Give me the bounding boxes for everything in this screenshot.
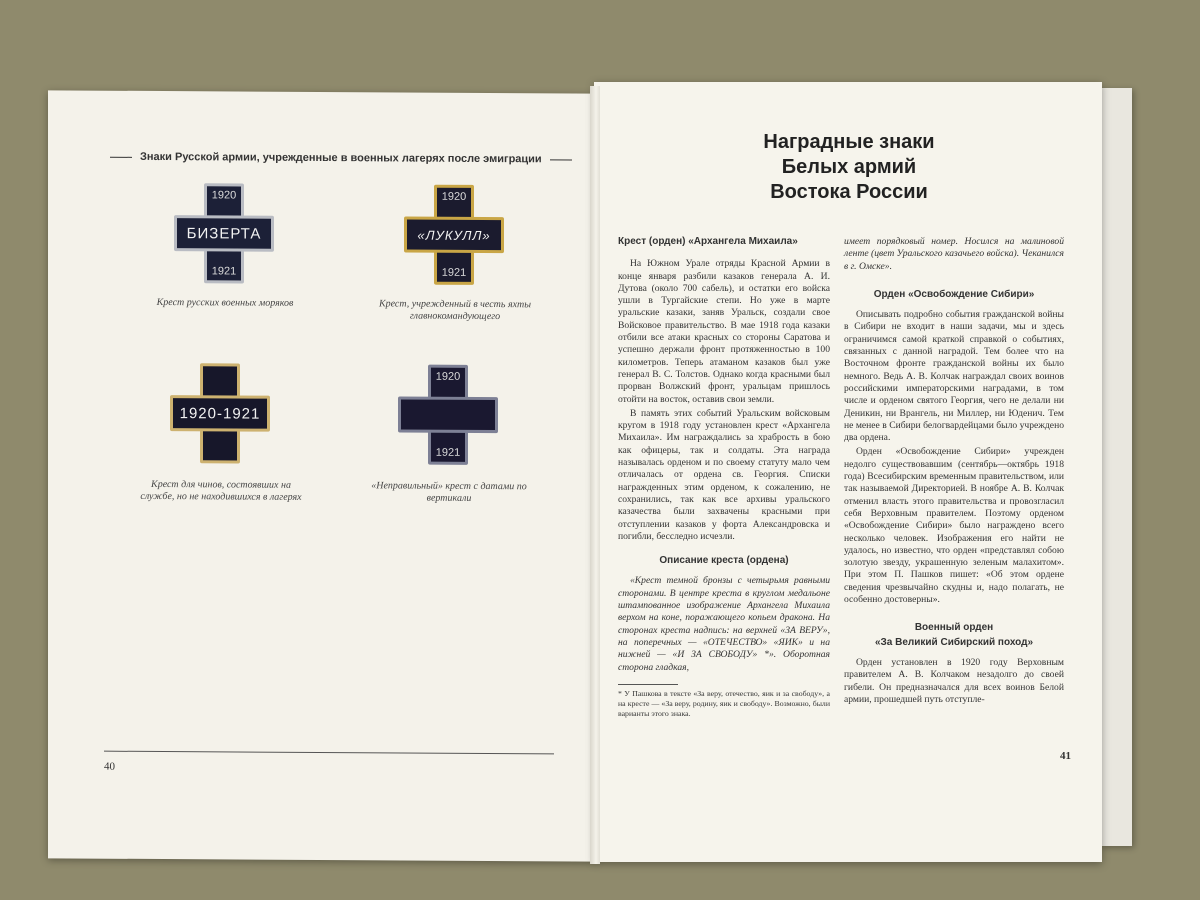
badge-year-bottom: 1921 [211, 265, 237, 278]
paragraph: «Крест темной бронзы с четырьмя равными сторонами. В центре креста в круглом медальоне штампованное изображение Архангела Михаила верхом на коне, поражающего копьем дракона. На сторонах креста надпись: на верхней «ЗА ВЕРУ», на поперечных — «ОТЕЧЕСТВО» «ЯИК» и на нижней — «И ЗА СВОБОДУ» *». Оборотная сторона гладкая, [618, 575, 830, 673]
header-text: Знаки Русской армии, учрежденные в военных лагерях после эмиграции [140, 150, 542, 166]
badge-caption: Крест, учрежденный в честь яхты главнокомандующего [378, 298, 532, 323]
footnote: * У Пашкова в тексте «За веру, отечество, яик и за свободу», а на кресте — «За веру, родину, яик и свободу». Возможно, были варианты этого знака. [618, 688, 830, 718]
badge-caption: Крест для чинов, состоявших на службе, но не находившихся в лагерях [140, 478, 302, 503]
badge-plate-text: 1920-1921 [179, 404, 261, 423]
section-heading: Орден «Освобождение Сибири» [873, 288, 1035, 300]
badge-year-bottom: 1921 [435, 446, 461, 459]
title-line: Наградные знаки [763, 131, 935, 153]
left-page [48, 90, 596, 861]
subsection-heading: Описание креста (ордена) [659, 555, 789, 567]
header-dash-right [550, 159, 572, 160]
paragraph: Описывать подробно события гражданской войны в Сибири не входит в наши задачи, мы и здесь ограничимся самой краткой справкой о событиях, связанных с данной наградой. Тем более что на Восточном фронте гражданской войны их было немного. Ведь А. В. Колчак награждал своих воинов российскими императорскими наградами, в том числе и орденом святого Георгия, чего не делали ни Деникин, ни Врангель, ни Миллер, ни Юденич. Тем не менее в Сибири белогвардейцами было учреждено два ордена. [844, 309, 1064, 444]
title-line: Белых армий [781, 156, 917, 178]
section-heading: Военный орден [914, 622, 994, 634]
paragraph: На Южном Урале отряды Красной Армии в конце января разбили казаков генерала А. И. Дутова (около 700 сабель), и остатки его войска ушли в Тургайские степи. Но уже в марте уральские казаки, заняв Уральск, создали свое Войсковое правительство. В мае 1918 года казаки отбили все атаки красных со стороны Саратова и успешно держали фронт протяженностью в 100 километров. Теперь атаманом казаков был уже генерал В. С. Толстов. Однако когда красными был прорван Волжский фронт, уральцам пришлось отойти на восток, оставив свои земли. [618, 258, 830, 405]
badge-year-top: 1920 [435, 370, 461, 383]
page-number-right: 41 [1060, 750, 1071, 762]
paragraph: Орден установлен в 1920 году Верховным правителем А. В. Колчаком незадолго до своей гибели. Он предназначался для всех воинов Белой армии, прошедшей путь отступле- [844, 656, 1064, 705]
badge-year-top: 1920 [441, 190, 467, 203]
badge-caption: Крест русских военных моряков [156, 296, 294, 309]
cross-horizontal-arm [398, 396, 498, 433]
badge-year-top: 1920 [211, 189, 237, 202]
page-number-left: 40 [104, 760, 115, 773]
paragraph: В память этих событий Уральским войсковым кругом в 1918 году установлен крест «Архангела Михаила». Им награждались за храбрость в бою как офицеры, так и солдаты. Эта награда называлась орденом и по своему статуту мало чем отличалась от ордена св. Георгия. Списки награжденных этим орденом, к сожалению, не сохранились, так как все архивы уральского казачества были захвачены красными при отступлении казаков у форта Александровска и погибли, бесследно исчезли. [618, 407, 830, 542]
badge-1920-1921-cross [170, 363, 270, 464]
badge-plate-text: «ЛУКУЛЛ» [417, 227, 491, 243]
badge-caption: «Неправильный» крест с датами по вертикали [371, 480, 527, 504]
footnote-rule [618, 684, 678, 685]
header-dash-left [110, 156, 132, 157]
text-column-right [844, 236, 1064, 708]
badge-lukull-cross [404, 185, 504, 286]
book-spine [590, 86, 600, 864]
paragraph: имеет порядковый номер. Носился на малиновой ленте (цвет Уральского казачьего войска). Чеканился в г. Омске». [844, 236, 1064, 272]
section-heading: «За Великий Сибирский поход» [874, 636, 1034, 648]
badge-year-bottom: 1921 [441, 266, 467, 279]
badge-plate-text: БИЗЕРТА [186, 224, 262, 243]
footer-rule [104, 751, 554, 755]
paragraph: Орден «Освобождение Сибири» учрежден недолго существовавшим (сентябрь—октябрь 1918 года) Всесибирским временным правительством, или так называемой Директорией. В ноябре А. В. Колчак отменил власть этого правительства и провозгласил себя Верховным правителем. Поэтому орденом «Освобождение Сибири» было награждено всего несколько человек. Изображения его найти не удалось, но известно, что орден «представлял собою золотую звезду, украшенную зеленым малахитом». При этом П. Пашков пишет: «Об этом ордене сведения чрезвычайно скудны и, надо полагать, не особенно достоверны». [844, 446, 1064, 606]
title-line: Востока России [770, 181, 928, 203]
section-heading: Крест (орден) «Архангела Михаила» [618, 236, 798, 247]
page-edge [1100, 88, 1132, 846]
right-page [594, 82, 1102, 862]
badge-vertical-dates-cross [398, 364, 498, 465]
left-page-header [110, 151, 552, 166]
page-title [714, 130, 984, 205]
badge-bizerta-cross [174, 183, 274, 284]
text-column-left [618, 236, 830, 721]
